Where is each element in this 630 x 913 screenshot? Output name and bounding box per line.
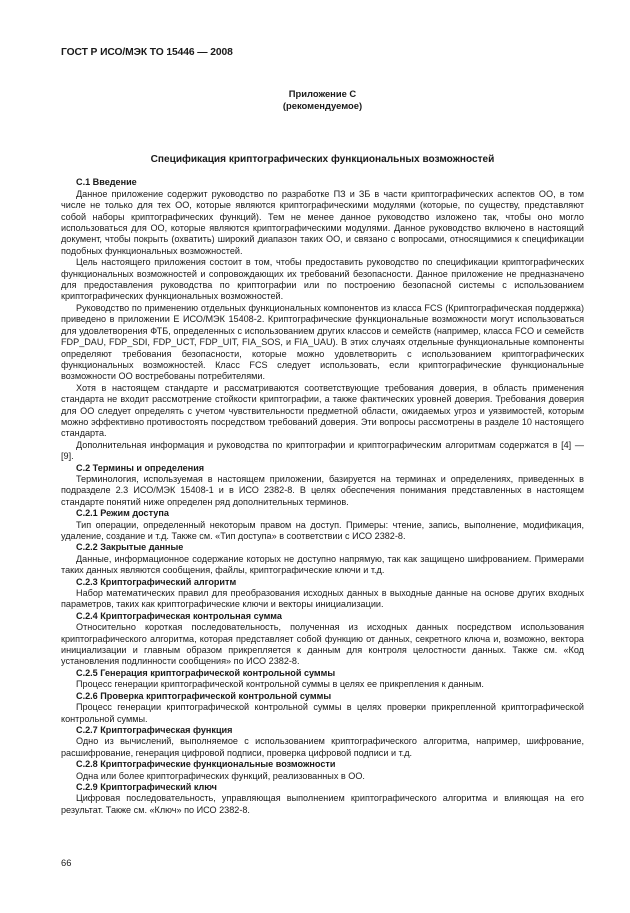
section-heading: С.2.9 Криптографический ключ: [76, 781, 217, 792]
document-body: [61, 177, 584, 816]
section-heading: С.2.8 Криптографические функциональные возможности: [76, 759, 336, 770]
section-heading: С.2.3 Криптографический алгоритм: [76, 576, 237, 587]
page-number: 66: [61, 857, 72, 868]
paragraph: Дополнительная информация и руководства по криптографии и криптографическим алгоритмам содержатся в [4] — [9].: [61, 439, 584, 462]
specification-title: Спецификация криптографических функциональных возможностей: [150, 154, 495, 166]
paragraph: Цель настоящего приложения состоит в том, чтобы предоставить руководство по спецификации криптографических функциональных возможностей и сопровождающих их требований безопасности. Данное приложение не предназначено для предоставления руководства по криптографии или по построению безопасной системы с использованием криптографических функциональных возможностей.: [61, 257, 584, 302]
appendix-heading: [61, 88, 584, 112]
section-heading: С.2.2 Закрытые данные: [76, 542, 184, 553]
paragraph: Тип операции, определенный некоторым правом на доступ. Примеры: чтение, запись, выполнение, модификация, удаление, создание и т.д. Также см. «Тип доступа» в соответствии с ИСО 2382-8.: [61, 519, 584, 541]
appendix-subtitle: (рекомендуемое): [282, 100, 363, 112]
section-heading: С.2.7 Криптографическая функция: [76, 724, 233, 735]
paragraph: Цифровая последовательность, управляющая выполнением криптографического алгоритма и влияющая на его результат. Также см. «Ключ» по ИСО 2382-8.: [61, 793, 584, 815]
paragraph: Одна или более криптографических функций, реализованных в ОО.: [76, 770, 365, 781]
paragraph: Хотя в настоящем стандарте и рассматриваются соответствующие требования доверия, в область применения стандарта не входит рассмотрение стойкости криптографии, а также фактических уровней доверия. Требования доверия для ОО следует определять с учетом чувствительности предметной области, ожидаемых угроз и уязвимостей, которым можно эффективно противостоять посредством требований доверия. Эти вопросы рассмотрены в разделе 10 настоящего стандарта.: [61, 382, 584, 439]
paragraph: Данное приложение содержит руководство по разработке ПЗ и ЗБ в части криптографических аспектов ОО, в том числе не только для тех ОО, которые являются криптографическими модулями (которые, по существу, представляют собой наборы криптографических функций). Тем не менее данное руководство изложено так, чтобы оно могло использоваться для ОО, которые являются криптографическими модулями. Данное руководство включено в настоящий документ, чтобы покрыть (охватить) широкий диапазон таких ОО, и связано с вопросами, относящимися к спецификации подобных функциональных возможностей.: [61, 188, 584, 256]
paragraph: Процесс генерации криптографической контрольной суммы в целях проверки прикрепленной криптографической контрольной суммы.: [61, 702, 584, 724]
paragraph: Процесс генерации криптографической контрольной суммы в целях ее прикрепления к данным.: [76, 679, 484, 690]
section-heading: С.2.1 Режим доступа: [76, 508, 169, 519]
paragraph: Одно из вычислений, выполняемое с использованием криптографического алгоритма, например, шифрование, расшифрование, генерация цифровой подписи, проверка цифровой подписи и т.д.: [61, 736, 584, 758]
appendix-title: Приложение С: [288, 88, 357, 99]
section-heading: С.2.6 Проверка криптографической контрольной суммы: [76, 690, 332, 701]
paragraph: Руководство по применению отдельных функциональных компонентов из класса FCS (Криптографическая поддержка) приведено в приложении Е ИСО/МЭК 15408-2. Криптографические функциональные возможности могут использоваться для удовлетворения ФТБ, определенных с использованием других классов и семейств (например, класса FCO и семейств FDP_DAU, FDP_SDI, FDP_UCT, FDP_UIT, FIA_SOS, и FIA_UAU). В этих случаях отдельные функциональные компоненты определяют требования безопасности, которые можно удовлетворить с использованием криптографических функциональных возможностей. Класс FCS следует использовать, если криптографические функциональные возможности ОО востребованы потребителями.: [61, 302, 584, 382]
document-code-header: ГОСТ Р ИСО/МЭК ТО 15446 — 2008: [61, 47, 233, 58]
paragraph: Относительно короткая последовательность, полученная из исходных данных посредством использования криптографического алгоритма, которая представляет собой функцию от данных, секретного ключа и, возможно, вектора инициализации и главным образом прикрепляется к данным для контроля целостности данных. Также см. «Код установления подлинности сообщения» по ИСО 2382-8.: [61, 622, 584, 667]
paragraph: Данные, информационное содержание которых не доступно напрямую, так как защищено шифрованием. Примерами таких данных являются сообщения, файлы, криптографические ключи и т.д.: [61, 553, 584, 576]
section-heading: С.2.5 Генерация криптографической контрольной суммы: [76, 667, 336, 678]
paragraph: Набор математических правил для преобразования исходных данных в выходные данные на основе других входных параметров, таких как криптографические ключи и векторы инициализации.: [61, 588, 584, 610]
section-heading: С.2.4 Криптографическая контрольная сумма: [76, 610, 282, 621]
section-heading: С.2 Термины и определения: [76, 462, 205, 473]
section-heading: С.1 Введение: [76, 177, 137, 188]
paragraph: Терминология, используемая в настоящем приложении, базируется на терминах и определениях, приведенных в подразделе 2.3 ИСО/МЭК 15408-1 и в ИСО 2382-8. В целях обеспечения понимания представленных в настоящем стандарте понятий ниже определен ряд дополнительных терминов.: [61, 473, 584, 507]
